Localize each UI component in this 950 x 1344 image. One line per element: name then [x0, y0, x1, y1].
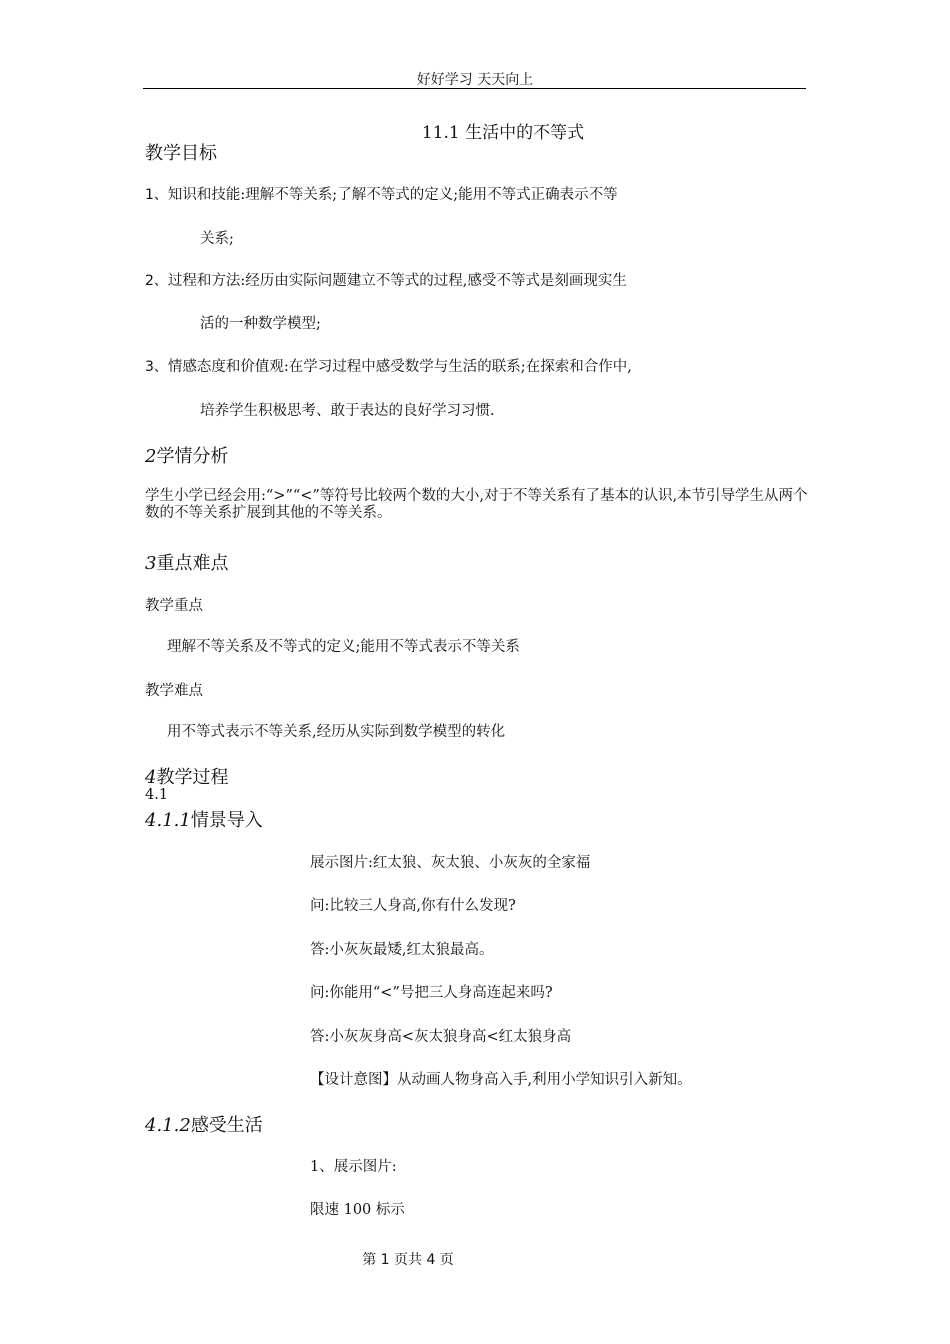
objective-2-line2: 活的一种数学模型; [200, 316, 321, 332]
s1-line-5: 答:小灰灰身高<灰太狼身高<红太狼身高 [310, 1029, 572, 1045]
process-num: 4 [145, 767, 157, 788]
keypoints-title: 重点难点 [156, 553, 229, 574]
process-sub: 4.1 [145, 787, 169, 803]
process-title: 教学过程 [156, 767, 229, 788]
s1-line-3: 答:小灰灰最矮,红太狼最高。 [310, 942, 494, 958]
analysis-text: 学生小学已经会用:“>”“<”等符号比较两个数的大小,对于不等关系有了基本的认识,本节引导学生从两个数的不等关系扩展到其他的不等关系。 [145, 488, 808, 521]
keypoints-num: 3 [145, 553, 157, 574]
page-header: 好好学习 天天向上 [416, 72, 534, 88]
objective-2-num: 2、 [145, 273, 168, 289]
objective-1-num: 1、 [145, 187, 168, 203]
process-heading [145, 763, 228, 789]
section-4-1-2-num: 4.1.2 [145, 1115, 191, 1136]
objective-1-line2: 关系; [200, 231, 234, 247]
focus-text: 理解不等关系及不等式的定义;能用不等式表示不等关系 [167, 639, 520, 655]
analysis-num: 2 [145, 446, 157, 467]
header-rule [143, 88, 806, 89]
objective-1 [145, 183, 618, 204]
keypoints-heading [145, 549, 228, 575]
objective-3-line2: 培养学生积极思考、敢于表达的良好学习习惯. [200, 403, 495, 419]
s2-line-2: 限速 100 标示 [310, 1202, 405, 1218]
objective-3-num: 3、 [145, 359, 168, 375]
objective-3 [145, 355, 632, 376]
section-4-1-2-heading [145, 1111, 263, 1137]
section-4-1-1-heading [145, 806, 263, 832]
s1-line-2: 问:比较三人身高,你有什么发现? [310, 898, 516, 914]
s1-line-6: 【设计意图】从动画人物身高入手,利用小学知识引入新知。 [310, 1072, 692, 1088]
page-footer: 第 1 页共 4 页 [362, 1252, 454, 1268]
objective-3-line1: 情感态度和价值观:在学习过程中感受数学与生活的联系;在探索和合作中, [167, 359, 632, 375]
s1-line-4: 问:你能用“<”号把三人身高连起来吗? [310, 985, 553, 1001]
analysis-heading [145, 442, 228, 468]
s1-line-1: 展示图片:红太狼、灰太狼、小灰灰的全家福 [310, 855, 591, 871]
difficulty-label: 教学难点 [145, 683, 203, 699]
document-title: 11.1 生活中的不等式 [421, 123, 585, 143]
focus-label: 教学重点 [145, 598, 203, 614]
objective-2 [145, 269, 627, 290]
objective-1-line1: 知识和技能:理解不等关系;了解不等式的定义;能用不等式正确表示不等 [167, 187, 618, 203]
section-4-1-1-num: 4.1.1 [145, 810, 191, 831]
section-4-1-1-title: 情景导入 [190, 810, 263, 831]
analysis-title: 学情分析 [156, 446, 229, 467]
s2-line-1: 1、展示图片: [310, 1159, 397, 1175]
objective-2-line1: 过程和方法:经历由实际问题建立不等式的过程,感受不等式是刻画现实生 [167, 273, 627, 289]
objectives-heading: 教学目标 [145, 143, 217, 164]
difficulty-text: 用不等式表示不等关系,经历从实际到数学模型的转化 [167, 724, 506, 740]
section-4-1-2-title: 感受生活 [190, 1115, 263, 1136]
